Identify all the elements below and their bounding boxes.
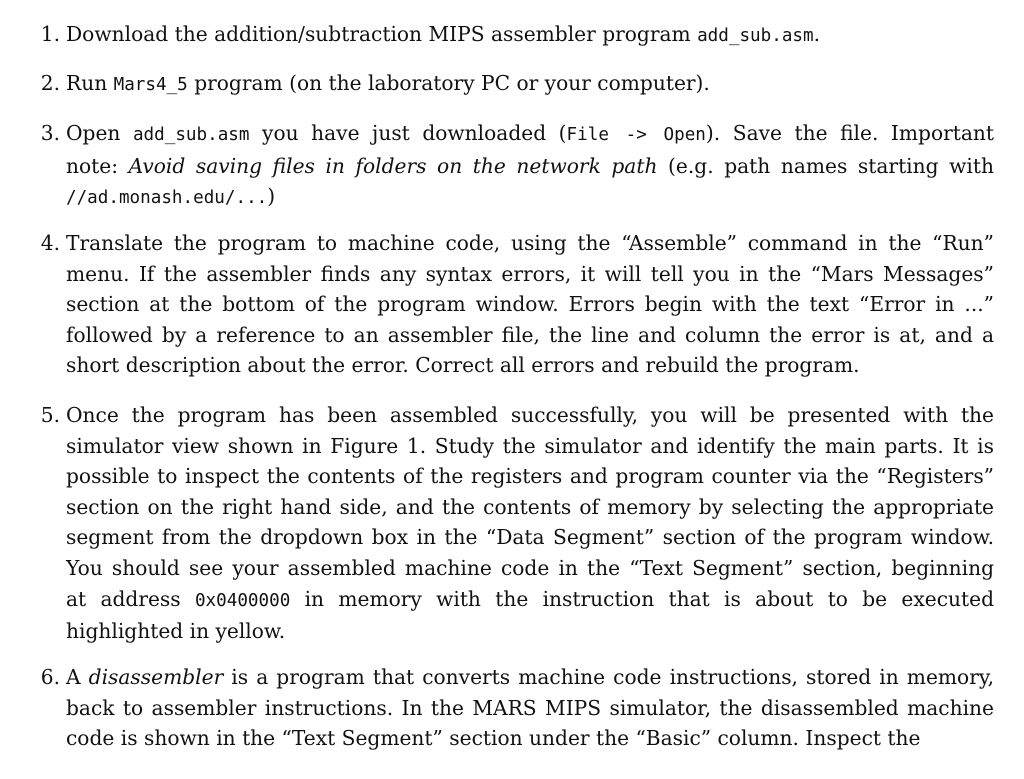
text-line: [66, 723, 994, 754]
text-segment: Open: [66, 121, 133, 145]
code-text: 0x0400000: [194, 590, 291, 611]
text-segment: possible to inspect the contents of the registers and program counter via the “Registers”: [66, 464, 994, 489]
text-segment: Download the addition/subtraction MIPS assembler program: [66, 22, 698, 46]
text-line: [66, 151, 994, 182]
list-item-step-6: [40, 662, 994, 754]
text-segment: highlighted in yellow.: [66, 619, 286, 644]
text-segment: code is shown in the “Text Segment” section under the “Basic” column. Inspect the: [66, 726, 921, 751]
step-text: [66, 68, 994, 101]
text-segment: at address: [66, 586, 195, 611]
text-segment: segment from the dropdown box in the “Data Segment” section of the program window.: [66, 525, 994, 550]
text-segment: section on the right hand side, and the contents of memory by selecting the appropriate: [66, 494, 994, 519]
text-line: [66, 461, 994, 492]
text-line: [66, 228, 994, 259]
text-segment: ): [267, 184, 276, 209]
text-segment: followed by a reference to an assembler file, the line and column the error is at, and a: [66, 322, 994, 347]
text-segment: you have just downloaded (: [249, 121, 567, 145]
text-segment: ). Save the file. Important: [705, 121, 995, 145]
emphasis-text: Avoid saving files in folders on the network path: [128, 153, 658, 178]
step-number: 2.: [40, 71, 60, 95]
text-segment: in memory with the instruction that is about to be executed: [290, 586, 994, 611]
code-text: //ad.monash.edu/...: [66, 188, 268, 209]
step-text: [66, 118, 994, 214]
step-number: 1.: [40, 22, 60, 46]
text-line: [66, 616, 994, 647]
text-line: [66, 584, 994, 617]
step-text: [66, 400, 994, 647]
text-segment: short description about the error. Correct all errors and rebuild the program.: [66, 353, 860, 378]
list-item-step-5: [40, 400, 994, 647]
text-segment: section at the bottom of the program window. Errors begin with the text “Error in ...”: [66, 292, 994, 317]
list-item-step-2: [40, 68, 994, 101]
text-segment: You should see your assembled machine code in the “Text Segment” section, beginning: [66, 555, 994, 580]
text-line: [66, 522, 994, 553]
text-line: [66, 693, 994, 724]
code-text: add_sub.asm: [697, 26, 814, 46]
text-line: [66, 431, 994, 462]
text-segment: Run: [66, 71, 114, 95]
text-line: [66, 662, 994, 693]
text-line: [66, 320, 994, 351]
text-segment: simulator view shown in Figure 1. Study the simulator and identify the main parts. It is: [66, 433, 994, 458]
text-segment: back to assembler instructions. In the MARS MIPS simulator, the disassembled machine: [66, 695, 994, 720]
text-segment: Translate the program to machine code, using the “Assemble” command in the “Run”: [66, 231, 994, 255]
step-number: 3.: [40, 121, 60, 145]
text-segment: note:: [66, 153, 129, 178]
list-item-step-1: [40, 19, 994, 52]
step-number: 6.: [40, 665, 60, 689]
step-text: [66, 19, 994, 52]
text-segment: program (on the laboratory PC or your computer).: [187, 71, 710, 95]
text-line: [66, 553, 994, 584]
text-line: [66, 68, 994, 101]
text-line: [66, 289, 994, 320]
list-item-step-4: [40, 228, 994, 381]
list-item-step-3: [40, 118, 995, 214]
text-segment: is a program that converts machine code instructions, stored in memory,: [223, 665, 994, 689]
step-number: 4.: [40, 231, 60, 255]
code-text: add_sub.asm: [132, 125, 250, 145]
text-line: [66, 181, 994, 214]
emphasis-text: disassembler: [88, 665, 224, 689]
code-text: File -> Open: [566, 125, 706, 145]
text-line: [66, 118, 994, 151]
step-text: [66, 662, 994, 754]
text-line: [66, 492, 994, 523]
step-number: 5.: [40, 403, 60, 427]
text-line: [66, 259, 994, 290]
code-text: Mars4_5: [113, 75, 188, 95]
text-segment: .: [813, 22, 821, 46]
text-segment: A: [66, 665, 89, 689]
text-line: [66, 350, 994, 381]
text-line: [66, 400, 994, 431]
step-text: [66, 228, 994, 381]
text-line: [66, 19, 994, 52]
text-segment: (e.g. path names starting with: [657, 153, 994, 178]
text-segment: menu. If the assembler finds any syntax errors, it will tell you in the “Mars Messages”: [66, 261, 994, 286]
text-segment: Once the program has been assembled successfully, you will be presented with the: [66, 403, 994, 427]
